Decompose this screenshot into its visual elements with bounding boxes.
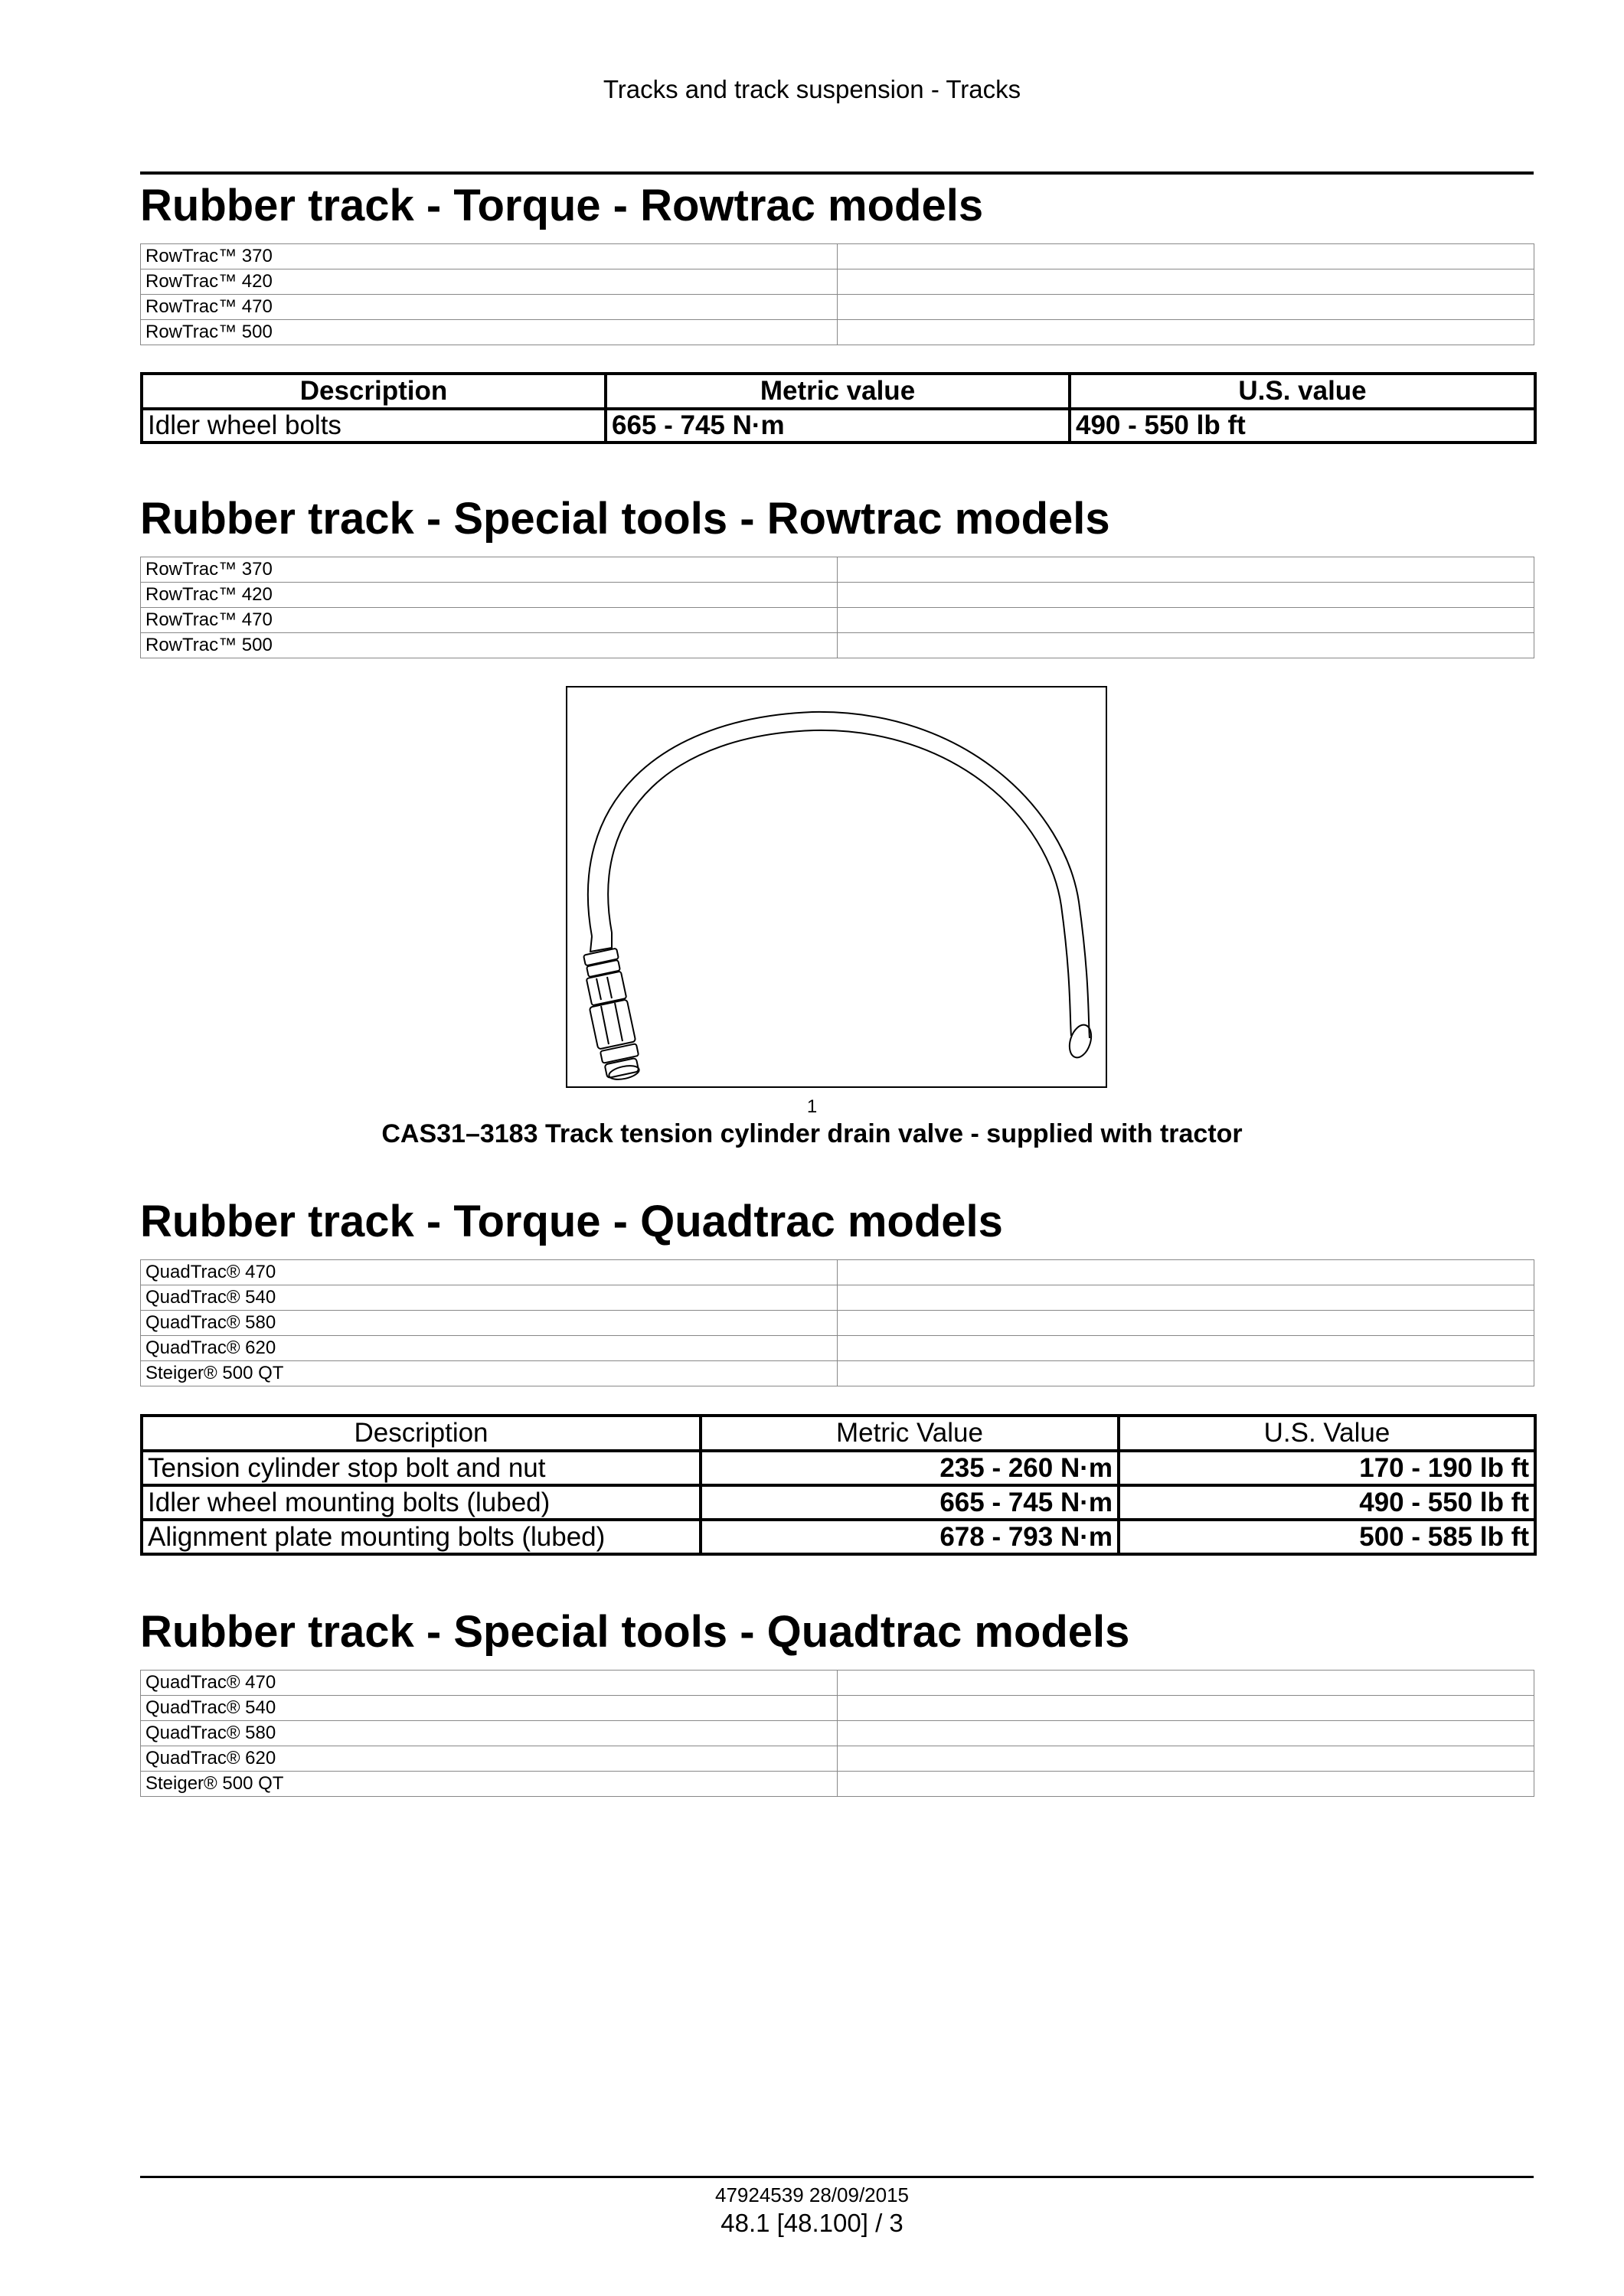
model-row [141, 269, 1534, 295]
section-title-rowtrac-tools: Rubber track - Special tools - Rowtrac models [140, 494, 1110, 544]
model-row [141, 1361, 1534, 1386]
model-name: RowTrac™ 500 [141, 320, 838, 345]
model-name: RowTrac™ 420 [141, 583, 838, 608]
cell-description: Idler wheel bolts [142, 409, 606, 443]
model-name: RowTrac™ 500 [141, 633, 838, 658]
table-row [142, 409, 1535, 443]
table-row [142, 1451, 1535, 1485]
section-title-rowtrac-torque: Rubber track - Torque - Rowtrac models [140, 181, 984, 230]
model-name: QuadTrac® 540 [141, 1696, 838, 1721]
page-header-title: Tracks and track suspension - Tracks [603, 75, 1021, 103]
model-row [141, 320, 1534, 345]
torque-table-rowtrac [140, 372, 1537, 444]
section-title-quadtrac-torque: Rubber track - Torque - Quadtrac models [140, 1197, 1003, 1246]
drain-valve-hose-drawing [567, 687, 1106, 1086]
model-row [141, 295, 1534, 320]
column-header-description: Description [142, 374, 606, 409]
model-list-rowtrac-torque [140, 243, 1534, 345]
model-row [141, 1260, 1534, 1285]
footer-document-id: 47924539 28/09/2015 [714, 2183, 910, 2206]
model-list-quadtrac-tools [140, 1670, 1534, 1797]
model-name: QuadTrac® 470 [141, 1260, 838, 1285]
footer-page-number: 48.1 [48.100] / 3 [721, 2209, 903, 2237]
table-row [142, 1485, 1535, 1520]
model-row [141, 583, 1534, 608]
model-row [141, 1671, 1534, 1696]
figure-number: 1 [806, 1096, 818, 1117]
model-name: RowTrac™ 420 [141, 269, 838, 295]
model-name: RowTrac™ 370 [141, 244, 838, 269]
header-rule [140, 171, 1534, 175]
model-row [141, 608, 1534, 633]
figure-caption: CAS31–3183 Track tension cylinder drain valve - supplied with tractor [381, 1119, 1243, 1148]
cell-us-value: 490 - 550 lb ft [1070, 409, 1535, 443]
model-name: RowTrac™ 470 [141, 295, 838, 320]
column-header-description: Description [142, 1416, 701, 1451]
model-row [141, 1746, 1534, 1772]
cell-us-value: 170 - 190 lb ft [1119, 1451, 1535, 1485]
model-name: QuadTrac® 620 [141, 1336, 838, 1361]
cell-description: Alignment plate mounting bolts (lubed) [142, 1520, 701, 1554]
column-header-us: U.S. Value [1119, 1416, 1535, 1451]
model-list-rowtrac-tools [140, 557, 1534, 658]
model-row [141, 1721, 1534, 1746]
model-list-quadtrac-torque [140, 1259, 1534, 1386]
model-row [141, 1772, 1534, 1797]
model-name: RowTrac™ 470 [141, 608, 838, 633]
column-header-metric: Metric value [606, 374, 1070, 409]
model-name: QuadTrac® 580 [141, 1721, 838, 1746]
table-header-row [142, 1416, 1535, 1451]
cell-metric-value: 665 - 745 N·m [606, 409, 1070, 443]
model-row [141, 1285, 1534, 1311]
model-name: QuadTrac® 470 [141, 1671, 838, 1696]
section-title-quadtrac-tools: Rubber track - Special tools - Quadtrac models [140, 1607, 1130, 1657]
column-header-us: U.S. value [1070, 374, 1535, 409]
cell-us-value: 500 - 585 lb ft [1119, 1520, 1535, 1554]
model-row [141, 557, 1534, 583]
model-row [141, 633, 1534, 658]
model-row [141, 244, 1534, 269]
model-name: QuadTrac® 540 [141, 1285, 838, 1311]
model-row [141, 1696, 1534, 1721]
model-name: QuadTrac® 580 [141, 1311, 838, 1336]
table-row [142, 1520, 1535, 1554]
drain-valve-illustration [566, 686, 1107, 1088]
model-name: Steiger® 500 QT [141, 1772, 838, 1797]
model-name: Steiger® 500 QT [141, 1361, 838, 1386]
cell-description: Idler wheel mounting bolts (lubed) [142, 1485, 701, 1520]
model-row [141, 1311, 1534, 1336]
column-header-metric: Metric Value [701, 1416, 1119, 1451]
cell-metric-value: 678 - 793 N·m [701, 1520, 1119, 1554]
cell-metric-value: 235 - 260 N·m [701, 1451, 1119, 1485]
cell-metric-value: 665 - 745 N·m [701, 1485, 1119, 1520]
footer-rule [140, 2176, 1534, 2178]
model-name: RowTrac™ 370 [141, 557, 838, 583]
cell-us-value: 490 - 550 lb ft [1119, 1485, 1535, 1520]
model-row [141, 1336, 1534, 1361]
torque-table-quadtrac [140, 1414, 1537, 1556]
table-header-row [142, 374, 1535, 409]
cell-description: Tension cylinder stop bolt and nut [142, 1451, 701, 1485]
model-name: QuadTrac® 620 [141, 1746, 838, 1772]
